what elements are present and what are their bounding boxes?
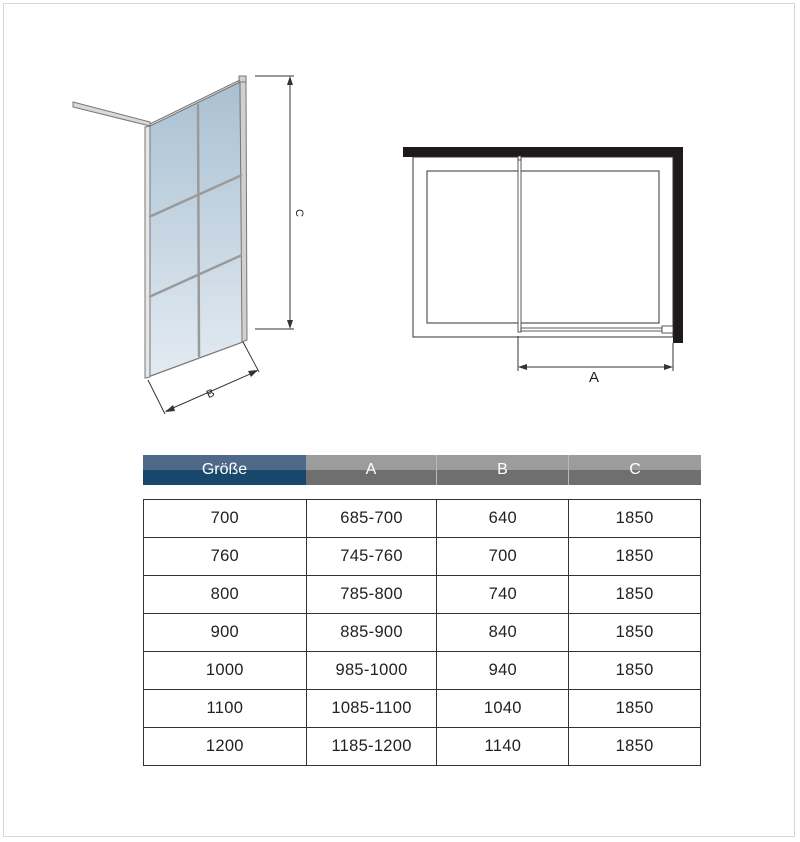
header-c: C bbox=[569, 455, 701, 485]
glass-panel bbox=[145, 76, 247, 378]
cell-c: 1850 bbox=[569, 690, 701, 728]
cell-a: 1185-1200 bbox=[306, 728, 437, 766]
cell-c: 1850 bbox=[569, 576, 701, 614]
cell-a: 745-760 bbox=[306, 538, 437, 576]
table-row bbox=[144, 728, 701, 766]
cell-c: 1850 bbox=[569, 652, 701, 690]
cell-a: 985-1000 bbox=[306, 652, 437, 690]
plan-view-drawing bbox=[403, 147, 683, 343]
cell-a: 885-900 bbox=[306, 614, 437, 652]
cell-c: 1850 bbox=[569, 728, 701, 766]
cell-size: 900 bbox=[144, 614, 307, 652]
cell-c: 1850 bbox=[569, 614, 701, 652]
size-table bbox=[143, 499, 701, 766]
cell-a: 685-700 bbox=[306, 500, 437, 538]
cell-b: 640 bbox=[437, 500, 569, 538]
cell-c: 1850 bbox=[569, 500, 701, 538]
table-row bbox=[144, 538, 701, 576]
cell-size: 800 bbox=[144, 576, 307, 614]
dimension-a bbox=[518, 336, 673, 371]
cell-c: 1850 bbox=[569, 538, 701, 576]
cell-size: 1200 bbox=[144, 728, 307, 766]
cell-b: 1040 bbox=[437, 690, 569, 728]
label-b: B bbox=[204, 387, 217, 401]
wall-profile-plan bbox=[662, 326, 673, 333]
table-row bbox=[144, 500, 701, 538]
cell-b: 740 bbox=[437, 576, 569, 614]
cell-size: 760 bbox=[144, 538, 307, 576]
table-row bbox=[144, 652, 701, 690]
cell-a: 785-800 bbox=[306, 576, 437, 614]
cell-size: 700 bbox=[144, 500, 307, 538]
table-row bbox=[144, 690, 701, 728]
label-a: A bbox=[589, 369, 600, 386]
header-b: B bbox=[437, 455, 569, 485]
shower-tray-outer bbox=[413, 157, 673, 337]
shower-tray-inner bbox=[427, 171, 659, 323]
cell-size: 1000 bbox=[144, 652, 307, 690]
dimension-c bbox=[255, 76, 294, 329]
cell-b: 700 bbox=[437, 538, 569, 576]
cell-b: 940 bbox=[437, 652, 569, 690]
glass-panel-plan bbox=[518, 157, 521, 332]
cell-a: 1085-1100 bbox=[306, 690, 437, 728]
size-table-header bbox=[143, 455, 701, 485]
stabilizer-bar bbox=[73, 102, 150, 126]
table-row bbox=[144, 614, 701, 652]
header-a: A bbox=[306, 455, 437, 485]
wall-top bbox=[403, 147, 683, 157]
header-size: Größe bbox=[143, 455, 306, 485]
wall-right bbox=[673, 147, 683, 343]
cell-b: 840 bbox=[437, 614, 569, 652]
table-row bbox=[144, 576, 701, 614]
label-c: C bbox=[292, 209, 305, 217]
cell-b: 1140 bbox=[437, 728, 569, 766]
cell-size: 1100 bbox=[144, 690, 307, 728]
